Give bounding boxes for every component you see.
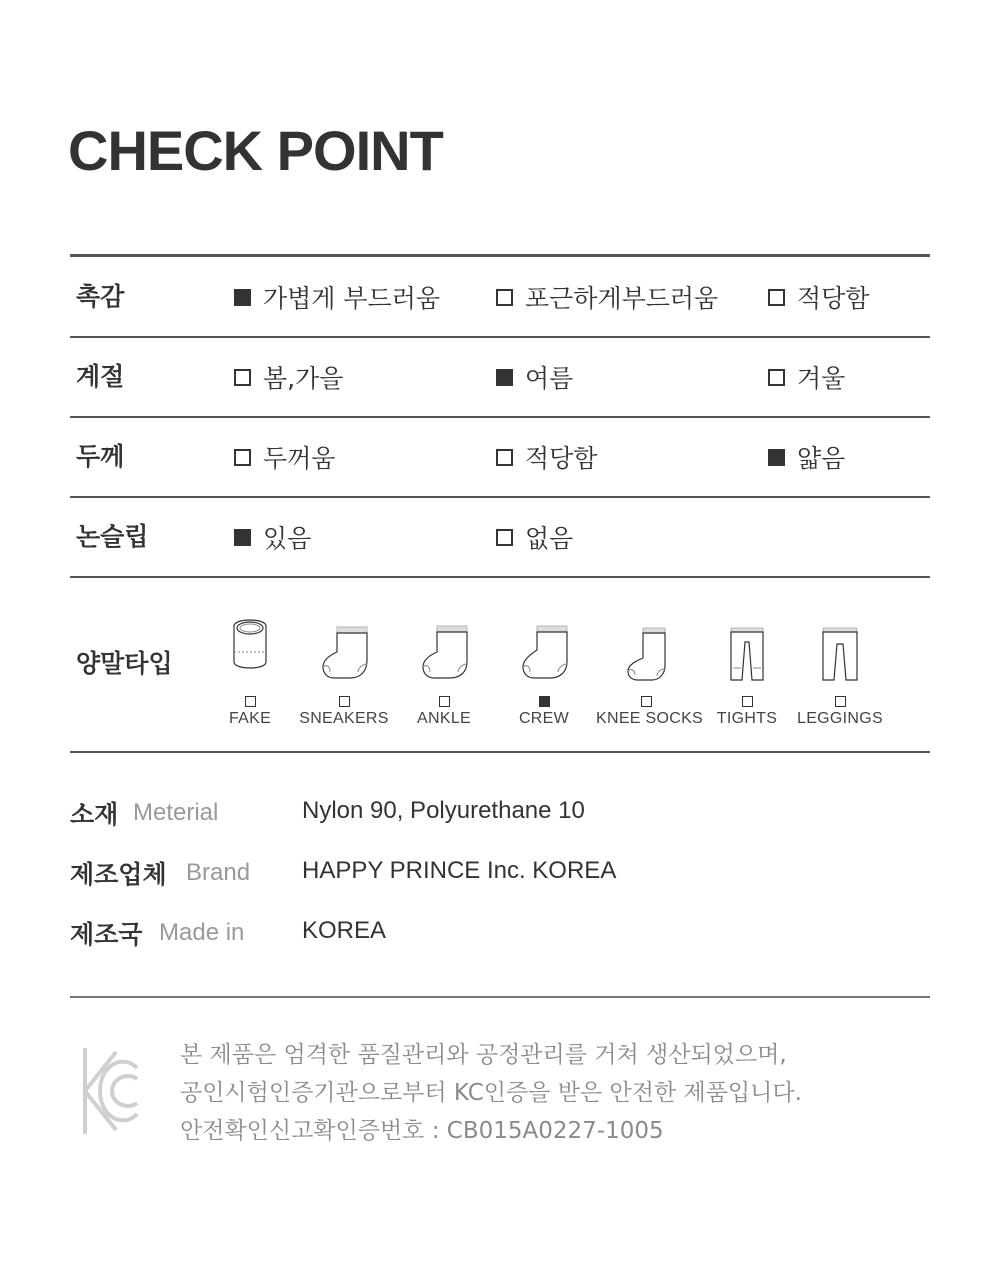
- attr-row-thickness: [70, 417, 930, 497]
- sock-type-name: SNEAKERS: [299, 710, 389, 727]
- sock-type-name: CREW: [518, 710, 570, 727]
- kc-mark-icon: [82, 1046, 140, 1136]
- kc-notice: [180, 1036, 802, 1150]
- option-label: 여름: [525, 364, 574, 393]
- checkbox[interactable]: [439, 696, 450, 707]
- info-label-en: Meterial: [133, 799, 219, 826]
- option-label: 적당함: [797, 284, 870, 313]
- option-label: 포근하게부드러움: [525, 284, 719, 313]
- option-label: 있음: [263, 524, 312, 553]
- info-label-ko: 제조국: [70, 920, 143, 949]
- info-origin: [70, 915, 930, 955]
- sock-option-crew[interactable]: [494, 600, 594, 728]
- page-title: CHECK POINT: [68, 119, 443, 182]
- option-checkbox[interactable]: [768, 337, 845, 417]
- notice-line: 공인시험인증기관으로부터 KC인증을 받은 안전한 제품입니다.: [180, 1080, 802, 1106]
- info-value: KOREA: [302, 917, 387, 944]
- checkbox[interactable]: [742, 696, 753, 707]
- sock-divider: [70, 751, 930, 753]
- sock-option-leggings[interactable]: [790, 600, 890, 728]
- checkbox[interactable]: [245, 696, 256, 707]
- checkbox[interactable]: [234, 529, 251, 546]
- sock-option-tights[interactable]: [697, 600, 797, 728]
- option-checkbox[interactable]: [768, 257, 869, 337]
- knee-sock-icon: [616, 600, 676, 684]
- checkbox[interactable]: [835, 696, 846, 707]
- info-divider: [70, 996, 930, 998]
- checkbox[interactable]: [496, 449, 513, 466]
- sock-type-name: LEGGINGS: [797, 710, 883, 727]
- ankle-sock-icon: [414, 600, 474, 684]
- checkbox[interactable]: [641, 696, 652, 707]
- info-label-en: Made in: [159, 919, 245, 946]
- option-label: 두꺼움: [263, 444, 336, 473]
- option-checkbox[interactable]: [768, 417, 845, 497]
- sock-type-row: [70, 578, 930, 750]
- info-value: HAPPY PRINCE Inc. KOREA: [302, 857, 617, 884]
- sneakers-sock-icon: [314, 600, 374, 684]
- checkbox[interactable]: [539, 696, 550, 707]
- checkbox[interactable]: [234, 369, 251, 386]
- sock-type-name: ANKLE: [417, 710, 471, 727]
- option-checkbox[interactable]: [496, 417, 597, 497]
- checkbox[interactable]: [768, 449, 785, 466]
- checkbox[interactable]: [768, 289, 785, 306]
- attr-row-season: [70, 337, 930, 417]
- attr-label: 논슬립: [76, 522, 149, 551]
- info-value: Nylon 90, Polyurethane 10: [302, 797, 585, 824]
- checkbox[interactable]: [234, 289, 251, 306]
- attr-label: 계절: [76, 362, 125, 391]
- checkbox[interactable]: [339, 696, 350, 707]
- checkbox[interactable]: [496, 289, 513, 306]
- crew-sock-icon: [514, 600, 574, 684]
- option-label: 없음: [525, 524, 574, 553]
- option-label: 적당함: [525, 444, 598, 473]
- attr-row-texture: [70, 257, 930, 337]
- fake-sock-icon: [220, 600, 280, 684]
- attr-label: 두께: [76, 442, 125, 471]
- attr-label: 촉감: [76, 282, 125, 311]
- sock-option-fake[interactable]: [200, 600, 300, 728]
- info-label-ko: 소재: [70, 800, 119, 829]
- option-checkbox[interactable]: [496, 497, 573, 577]
- option-checkbox[interactable]: [496, 337, 573, 417]
- sock-option-ankle[interactable]: [394, 600, 494, 728]
- checkbox[interactable]: [768, 369, 785, 386]
- checkbox[interactable]: [234, 449, 251, 466]
- info-label-ko: 제조업체: [70, 860, 167, 889]
- option-label: 가볍게 부드러움: [263, 284, 440, 313]
- info-brand: [70, 855, 930, 895]
- option-label: 겨울: [797, 364, 846, 393]
- option-checkbox[interactable]: [234, 497, 311, 577]
- sock-type-name: FAKE: [228, 710, 272, 727]
- checkbox[interactable]: [496, 369, 513, 386]
- info-label-en: Brand: [186, 859, 251, 886]
- sock-type-label: 양말타입: [76, 649, 173, 678]
- sock-option-sneakers[interactable]: [294, 600, 394, 728]
- leggings-icon: [810, 600, 870, 684]
- sock-option-knee[interactable]: [596, 600, 704, 728]
- tights-icon: [717, 600, 777, 684]
- notice-line: 안전확인신고확인증번호 : CB015A0227-1005: [180, 1118, 664, 1144]
- sock-type-name: TIGHTS: [716, 710, 778, 727]
- attr-row-nonslip: [70, 497, 930, 577]
- checkbox[interactable]: [496, 529, 513, 546]
- option-checkbox[interactable]: [496, 257, 718, 337]
- option-checkbox[interactable]: [234, 337, 343, 417]
- sock-type-name: KNEE SOCKS: [596, 710, 704, 727]
- info-material: [70, 795, 930, 835]
- option-checkbox[interactable]: [234, 257, 440, 337]
- option-label: 봄,가을: [263, 364, 344, 393]
- option-checkbox[interactable]: [234, 417, 335, 497]
- notice-line: 본 제품은 엄격한 품질관리와 공정관리를 거쳐 생산되었으며,: [180, 1042, 787, 1068]
- option-label: 얇음: [797, 444, 846, 473]
